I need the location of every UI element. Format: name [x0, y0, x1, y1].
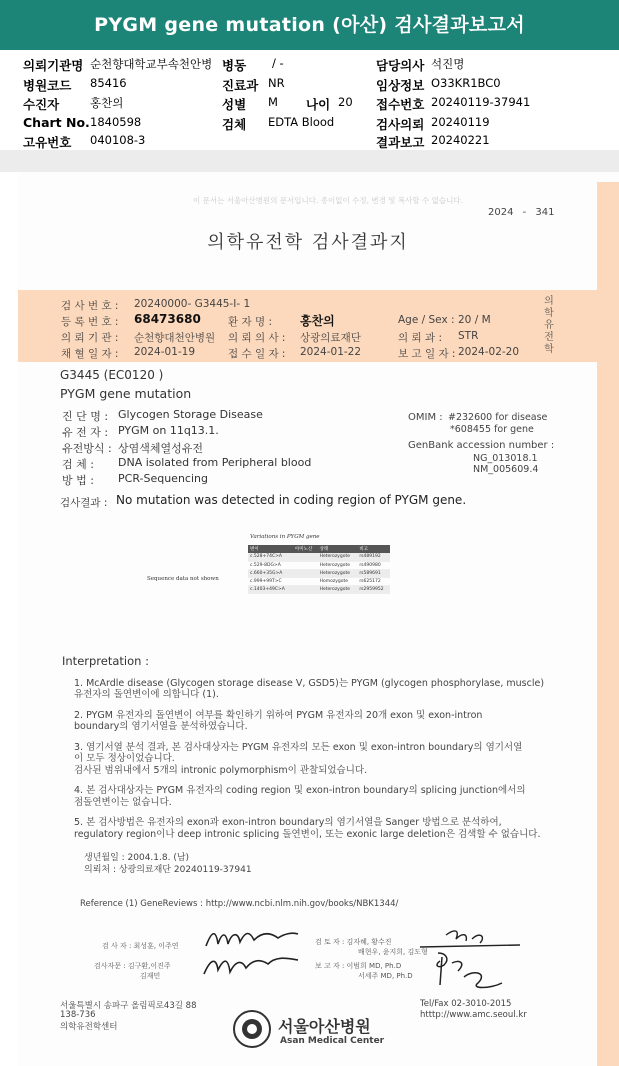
- exam-no-label: 검 사 번 호 :: [61, 300, 119, 312]
- variation-cell: [293, 585, 318, 593]
- chart-no-value: 1840598: [90, 115, 142, 129]
- variation-cell: [293, 569, 318, 577]
- interpretation-header: Interpretation :: [62, 654, 149, 668]
- doctor-value: 석진명: [431, 57, 465, 71]
- sex-value: M: [268, 95, 278, 109]
- report-banner: [0, 0, 619, 50]
- report-title: PYGM gene mutation (아산) 검사결과보고서: [94, 14, 525, 36]
- doctor-label: 담당의사: [376, 58, 425, 73]
- variation-cell: Heterozygote: [318, 553, 358, 561]
- interpretation-line: 3. 염기서열 분석 결과, 본 검사대상자는 PYGM 유전자의 모든 exon 및 exon-intron boundary의 염기서열: [74, 741, 523, 753]
- variation-header-cell: 아미노산: [293, 545, 318, 553]
- variation-header-cell: 비고: [357, 545, 390, 553]
- interpretation-line: 5. 본 검사방법은 유전자의 exon과 exon-intron boundary의 염기서열을 Sanger 방법으로 분석하여,: [74, 817, 502, 828]
- variation-cell: rs490980: [357, 561, 390, 569]
- result-label: 검사결과 :: [60, 497, 108, 509]
- variation-cell: rs2959952: [357, 585, 390, 593]
- variation-cell: c.999+99T>C: [248, 577, 293, 585]
- report-date-label: 결과보고: [376, 135, 425, 150]
- clinical-info-label: 임상정보: [376, 78, 425, 93]
- variation-table-header: [248, 545, 390, 553]
- signature-reporter-label: 보 고 자 : 이범희 MD, Ph.D: [315, 962, 402, 970]
- receive-date-label: 접 수 일 자 :: [228, 348, 286, 360]
- variation-cell: Heterozygote: [318, 561, 358, 569]
- inheritance-label: 유전방식 :: [62, 442, 112, 455]
- document-title: 의학유전학 검사결과지: [207, 232, 409, 253]
- interpretation-section: [62, 656, 562, 849]
- omim-disease: #232600 for disease: [448, 412, 548, 423]
- dept-value: NR: [268, 76, 285, 90]
- reg-no-value: 68473680: [134, 312, 201, 326]
- diagnosis-label: 진 단 명 :: [62, 410, 109, 423]
- req-dept-value: STR: [458, 330, 479, 342]
- variation-cell: rs489192: [357, 553, 390, 561]
- request-metadata: [0, 50, 619, 150]
- genbank-label: GenBank accession number :: [408, 440, 555, 451]
- variation-cell: c.1403+49C>A: [248, 585, 293, 593]
- separator-band: [0, 150, 619, 172]
- variation-cell: c.660+35G>A: [248, 569, 293, 577]
- variation-header-cell: 상태: [318, 545, 358, 553]
- variation-table: [248, 545, 390, 594]
- signature-examiner-label: 검 사 자 : 최성훈, 이주연: [102, 942, 179, 950]
- interpretation-item: [74, 817, 562, 840]
- req-doctor-value: 상광의료재단: [300, 332, 361, 344]
- interpretation-line: regulatory region이나 deep intronic splicing 돌연변이, 또는 exonic large deletion은 검색할 수 없습니다.: [74, 828, 541, 840]
- req-doctor-label: 의 뢰 의 사 :: [228, 332, 286, 344]
- variation-row: [248, 577, 390, 585]
- variation-row: [248, 569, 390, 577]
- ward-value: / -: [272, 56, 284, 70]
- variation-cell: [293, 553, 318, 561]
- report-date-label-doc: 보 고 일 자 :: [398, 348, 456, 360]
- side-label: 의학유전학: [544, 296, 554, 355]
- document-number: 2024 - 341: [488, 207, 555, 218]
- request-date-value: 20240119: [431, 115, 490, 129]
- variation-cell: [293, 561, 318, 569]
- patient-label: 수진자: [23, 97, 60, 112]
- gene-label: 유 전 자 :: [62, 426, 109, 439]
- variation-cell: [293, 577, 318, 585]
- scanned-result-document: [18, 172, 619, 1066]
- signature-reviewer-names: 배현우, 윤지희, 김도형: [358, 948, 428, 956]
- variation-cell: Homozygote: [318, 577, 358, 585]
- hospital-logo-english: Asan Medical Center: [280, 1036, 385, 1046]
- interpretation-line: 검사된 범위내에서 5개의 intronic polymorphism이 관찰되었습니다.: [74, 764, 368, 776]
- institution-value: 순천향대학교부속천안병: [90, 57, 213, 71]
- interpretation-item: [74, 742, 562, 777]
- omim-gene: *608455 for gene: [450, 424, 534, 435]
- report-date-value: 20240221: [431, 133, 490, 147]
- clinical-info-value: O33KR1BC0: [431, 76, 501, 90]
- ward-label: 병동: [222, 58, 247, 73]
- variation-row: [248, 553, 390, 561]
- doc-specimen-value: DNA isolated from Peripheral blood: [118, 456, 312, 469]
- inst-label: 의 뢰 기 관 :: [61, 332, 119, 344]
- interpretation-line: 점돌연변이는 없습니다.: [74, 796, 172, 808]
- variation-row: [248, 585, 390, 593]
- sequence-note: Sequence data not shown: [147, 576, 219, 582]
- interpretation-line: boundary의 염기서열을 분석하였습니다.: [74, 721, 248, 732]
- unique-no-label: 고유번호: [23, 135, 72, 150]
- hospital-logo-korean: 서울아산병원: [278, 1017, 371, 1036]
- variation-table-title: Variations in PYGM gene: [250, 534, 320, 540]
- test-name: PYGM gene mutation: [60, 386, 192, 401]
- age-label: 나이: [306, 97, 331, 112]
- variation-cell: c.528+74C>A: [248, 553, 293, 561]
- interpretation-item: [74, 785, 562, 808]
- address-line-2: 138-736: [60, 1010, 96, 1020]
- req-dept-label: 의 뢰 과 :: [398, 332, 442, 344]
- inst-value: 순천향대천안병원: [134, 332, 216, 344]
- variation-row: [248, 561, 390, 569]
- method-label: 방 법 :: [62, 474, 94, 487]
- chart-no-label: Chart No.: [23, 115, 90, 130]
- institution-label: 의뢰기관명: [23, 58, 84, 73]
- age-value: 20: [338, 95, 353, 109]
- tel-fax: Tel/Fax 02-3010-2015: [420, 999, 512, 1009]
- sex-label: 성별: [222, 97, 247, 112]
- patient-value: 홍찬의: [90, 96, 124, 110]
- test-code: G3445 (EC0120 ): [60, 368, 164, 382]
- age-sex-value: 20 / M: [458, 314, 491, 326]
- gene-value: PYGM on 11q13.1.: [118, 424, 219, 437]
- document-notice: 이 문서는 서울아산병원의 문서입니다. 종이없이 수정, 변경 및 복사할 수 없습니다.: [192, 196, 464, 205]
- diagnosis-value: Glycogen Storage Disease: [118, 408, 263, 421]
- inheritance-value: 상염색체열성유전: [118, 442, 204, 455]
- variation-cell: rs589691: [357, 569, 390, 577]
- reg-no-label: 등 록 번 호 :: [61, 316, 119, 328]
- variation-cell: c.529-8DG>A: [248, 561, 293, 569]
- asan-foundation-seal: [232, 1009, 272, 1049]
- hospital-code-value: 85416: [90, 76, 127, 90]
- receive-date-value: 2024-01-22: [300, 346, 362, 358]
- interpretation-line: 1. McArdle disease (Glycogen storage disease V, GSD5)는 PYGM (glycogen phosphorylase, muscle): [74, 677, 545, 689]
- interpretation-line: 유전자의 돌연변이에 의합니다 (1).: [74, 689, 219, 700]
- interpretation-line: 2. PYGM 유전자의 돌연변이 여부를 확인하기 위하여 PYGM 유전자의 20개 exon 및 exon-intron: [74, 709, 483, 721]
- address-line-3: 의학유전학센터: [60, 1022, 118, 1032]
- signature-reporter-names: 서세주 MD, Ph.D: [358, 972, 413, 980]
- exam-no-value: 20240000- G3445-I- 1: [134, 298, 251, 310]
- report-date-value-doc: 2024-02-20: [458, 346, 520, 358]
- variation-header-cell: 변이: [248, 545, 293, 553]
- interpretation-line: 이 모두 정상이었습니다.: [74, 753, 175, 764]
- interpretation-item: [74, 678, 562, 701]
- specimen-label: 검체: [222, 117, 247, 132]
- collect-date-label: 채 혈 일 자 :: [61, 348, 119, 360]
- request-date-label: 검사의뢰: [376, 117, 425, 132]
- website: htttp://www.amc.seoul.kr: [420, 1010, 527, 1020]
- hospital-code-label: 병원코드: [23, 78, 72, 93]
- result-value: No mutation was detected in coding region of PYGM gene.: [116, 493, 467, 507]
- signature-reviewer-label: 검 토 자 : 김자혜, 황수진: [315, 938, 392, 946]
- birth-date: 생년월일 : 2004.1.8. (남): [84, 853, 190, 863]
- reference: Reference (1) GeneReviews : http://www.ncbi.nlm.nih.gov/books/NBK1344/: [80, 899, 399, 909]
- omim-label: OMIM :: [408, 412, 443, 423]
- advisor-signature: [202, 950, 302, 980]
- collect-date-value: 2024-01-19: [134, 346, 196, 358]
- patient-name-value: 홍찬의: [300, 314, 335, 328]
- unique-no-value: 040108-3: [90, 133, 146, 147]
- referring-institution: 의뢰처 : 상광의료재단 20240119-37941: [84, 865, 252, 875]
- patient-name-label: 환 자 명 :: [228, 316, 272, 328]
- dept-label: 진료과: [222, 78, 259, 93]
- reporter-signature: [418, 949, 508, 995]
- variation-cell: Heterozygote: [318, 569, 358, 577]
- variation-cell: Heterozygote: [318, 585, 358, 593]
- specimen-value: EDTA Blood: [268, 115, 335, 129]
- method-value: PCR-Sequencing: [118, 472, 208, 485]
- interpretation-item: [74, 710, 562, 733]
- receipt-no-value: 20240119-37941: [431, 95, 531, 109]
- receipt-no-label: 접수번호: [376, 97, 425, 112]
- patient-info-band: [18, 290, 619, 362]
- genbank-nm: NM_005609.4: [473, 464, 539, 475]
- genbank-ng: NG_013018.1: [473, 453, 538, 464]
- age-sex-label: Age / Sex :: [398, 314, 455, 326]
- signature-advisor-label: 검사자문 : 김구환,이진주: [94, 962, 171, 970]
- address-line-1: 서울특별시 송파구 올림픽로43길 88: [60, 1001, 197, 1011]
- interpretation-line: 4. 본 검사대상자는 PYGM 유전자의 coding region 및 exon-intron boundary의 splicing junction에서의: [74, 785, 526, 796]
- variation-cell: rs625172: [357, 577, 390, 585]
- doc-specimen-label: 검 체 :: [62, 458, 94, 471]
- signature-advisor-names: 김재민: [140, 972, 161, 980]
